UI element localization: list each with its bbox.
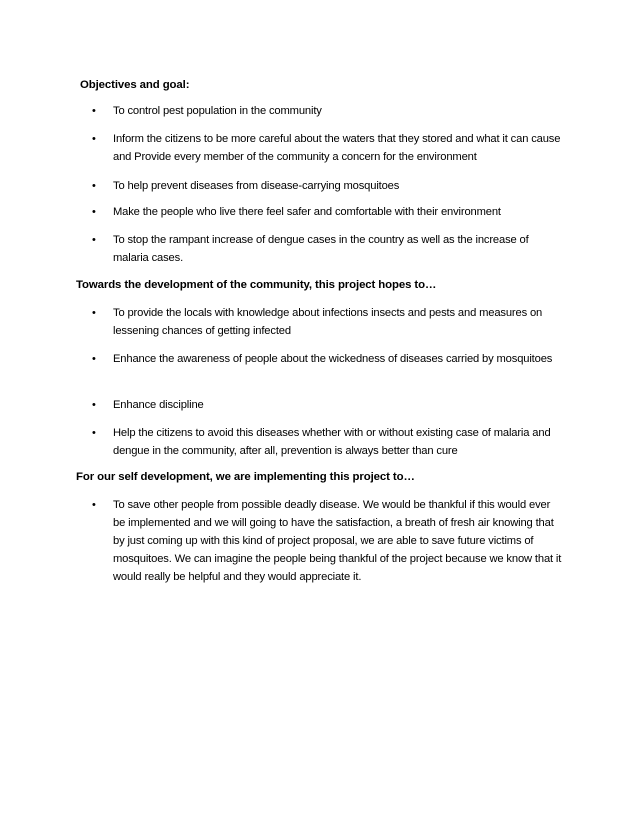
list-item-text: Make the people who live there feel safer and comfortable with their environment [113,206,501,218]
bullet-icon: • [92,499,96,511]
list-item-text: Help the citizens to avoid this diseases whether with or without existing case of malaria and dengue in the community, after all, prevention is always better than cure [113,427,551,457]
bullet-icon: • [92,180,96,192]
list-item-text: To provide the locals with knowledge about infections insects and pests and measures on lessening chances of getting infected [113,307,543,337]
bullet-icon: • [92,234,96,246]
bullet-icon: • [92,206,96,218]
bullet-icon: • [92,399,96,411]
list-item-text: To save other people from possible deadly disease. We would be thankful if this would ever be implemented and we will going to have the satisfaction, a breath of fresh air knowing that by just coming up with this kind of project proposal, we are able to save future victims of mosquitoes. We can imagine the people being thankful of the project because we know that it would really be helpful and they would appreciate it. [113,499,562,583]
bullet-icon: • [92,307,96,319]
list-item-text: To control pest population in the community [113,105,322,117]
list-item-text: Enhance discipline [113,399,204,411]
list-item-text: Inform the citizens to be more careful about the waters that they stored and what it can cause and Provide every member of the community a concern for the environment [113,133,561,163]
bullet-icon: • [92,133,96,145]
bullet-icon: • [92,427,96,439]
bullet-icon: • [92,105,96,117]
list-item-text: Enhance the awareness of people about the wickedness of diseases carried by mosquitoes [113,353,553,365]
list-item-text: To stop the rampant increase of dengue cases in the country as well as the increase of malaria cases. [113,234,529,264]
list-item-text: To help prevent diseases from disease-carrying mosquitoes [113,180,400,192]
section-heading-objectives: Objectives and goal: [80,79,190,91]
bullet-icon: • [92,353,96,365]
section-heading-self-development: For our self development, we are implementing this project to… [76,471,415,483]
section-heading-community: Towards the development of the community, this project hopes to… [76,279,437,291]
